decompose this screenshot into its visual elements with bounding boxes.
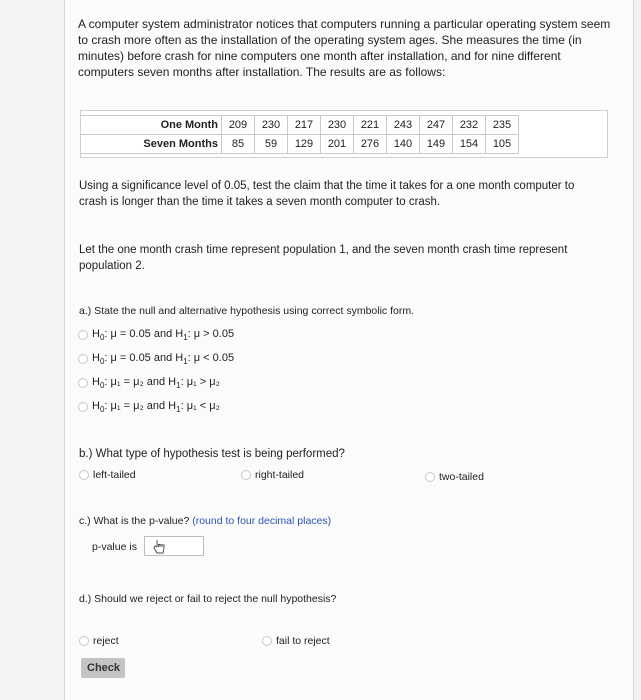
hypothesis-option-3[interactable] <box>78 376 220 390</box>
rounding-hint: (round to four decimal places) <box>192 515 332 527</box>
option-label: right-tailed <box>255 469 305 481</box>
part-d-question: d.) Should we reject or fail to reject the null hypothesis? <box>79 593 337 605</box>
table-cell: 140 <box>387 135 420 154</box>
radio-button[interactable] <box>262 636 272 646</box>
hypothesis-option-1[interactable] <box>78 328 234 342</box>
radio-button[interactable] <box>78 378 88 388</box>
p-value-input[interactable] <box>144 536 204 556</box>
option-text: $H_0$: μ₁ = μ₂ and $H_1$: μ₁ > μ₂ <box>92 376 220 391</box>
table-row <box>81 116 519 135</box>
option-label: left-tailed <box>93 469 136 481</box>
row-label: Seven Months <box>81 135 222 154</box>
table-cell: 247 <box>420 116 453 135</box>
table-cell: 243 <box>387 116 420 135</box>
hypothesis-option-2[interactable] <box>78 352 234 366</box>
table-row <box>81 135 519 154</box>
check-button[interactable]: Check <box>81 658 125 678</box>
table-cell: 85 <box>222 135 255 154</box>
hand-cursor-icon <box>151 539 167 555</box>
option-text: $H_0$: μ = 0.05 and $H_1$: μ < 0.05 <box>92 352 235 367</box>
table-cell: 105 <box>486 135 519 154</box>
hypothesis-option-4[interactable] <box>78 400 220 414</box>
table-cell: 235 <box>486 116 519 135</box>
data-table <box>81 115 519 154</box>
table-cell: 276 <box>354 135 387 154</box>
radio-button[interactable] <box>78 330 88 340</box>
table-cell: 230 <box>255 116 288 135</box>
radio-button[interactable] <box>241 470 251 480</box>
part-c-question: c.) What is the p-value? (round to four decimal places) <box>79 515 332 527</box>
table-cell: 217 <box>288 116 321 135</box>
table-cell: 209 <box>222 116 255 135</box>
radio-button[interactable] <box>425 472 435 482</box>
problem-intro: A computer system administrator notices that computers running a particular operating system seem to crash more often as the installation of the operating system ages. She measures the time (in minutes) before crash for nine computers one month after installation, and for nine different computers seven months after installation. The results are as follows: <box>78 17 611 79</box>
table-cell: 230 <box>321 116 354 135</box>
population-note: Let the one month crash time represent population 1, and the seven month crash time represent population 2. <box>79 244 568 272</box>
part-a-question: a.) State the null and alternative hypothesis using correct symbolic form. <box>79 305 414 317</box>
claim-text: Using a significance level of 0.05, test the claim that the time it takes for a one month computer to crash is longer than the time it takes a seven month computer to crash. <box>79 180 575 208</box>
table-cell: 149 <box>420 135 453 154</box>
radio-button[interactable] <box>78 354 88 364</box>
option-right-tailed[interactable] <box>241 469 304 481</box>
table-cell: 59 <box>255 135 288 154</box>
radio-button[interactable] <box>79 636 89 646</box>
option-label: reject <box>93 635 119 647</box>
option-left-tailed[interactable] <box>79 469 136 481</box>
option-label: two-tailed <box>439 471 484 483</box>
p-value-label: p-value is <box>92 541 137 553</box>
part-b-question: b.) What type of hypothesis test is being performed? <box>79 448 345 460</box>
data-table-container <box>80 110 608 158</box>
option-text: $H_0$: μ₁ = μ₂ and $H_1$: μ₁ < μ₂ <box>92 400 220 415</box>
option-reject[interactable] <box>79 635 119 647</box>
option-fail-to-reject[interactable] <box>262 635 330 647</box>
table-cell: 232 <box>453 116 486 135</box>
table-cell: 129 <box>288 135 321 154</box>
radio-button[interactable] <box>79 470 89 480</box>
table-cell: 154 <box>453 135 486 154</box>
table-cell: 221 <box>354 116 387 135</box>
radio-button[interactable] <box>78 402 88 412</box>
option-text: $H_0$: μ = 0.05 and $H_1$: μ > 0.05 <box>92 328 235 343</box>
option-two-tailed[interactable] <box>425 471 484 483</box>
table-cell: 201 <box>321 135 354 154</box>
option-label: fail to reject <box>276 635 330 647</box>
row-label: One Month <box>81 116 222 135</box>
